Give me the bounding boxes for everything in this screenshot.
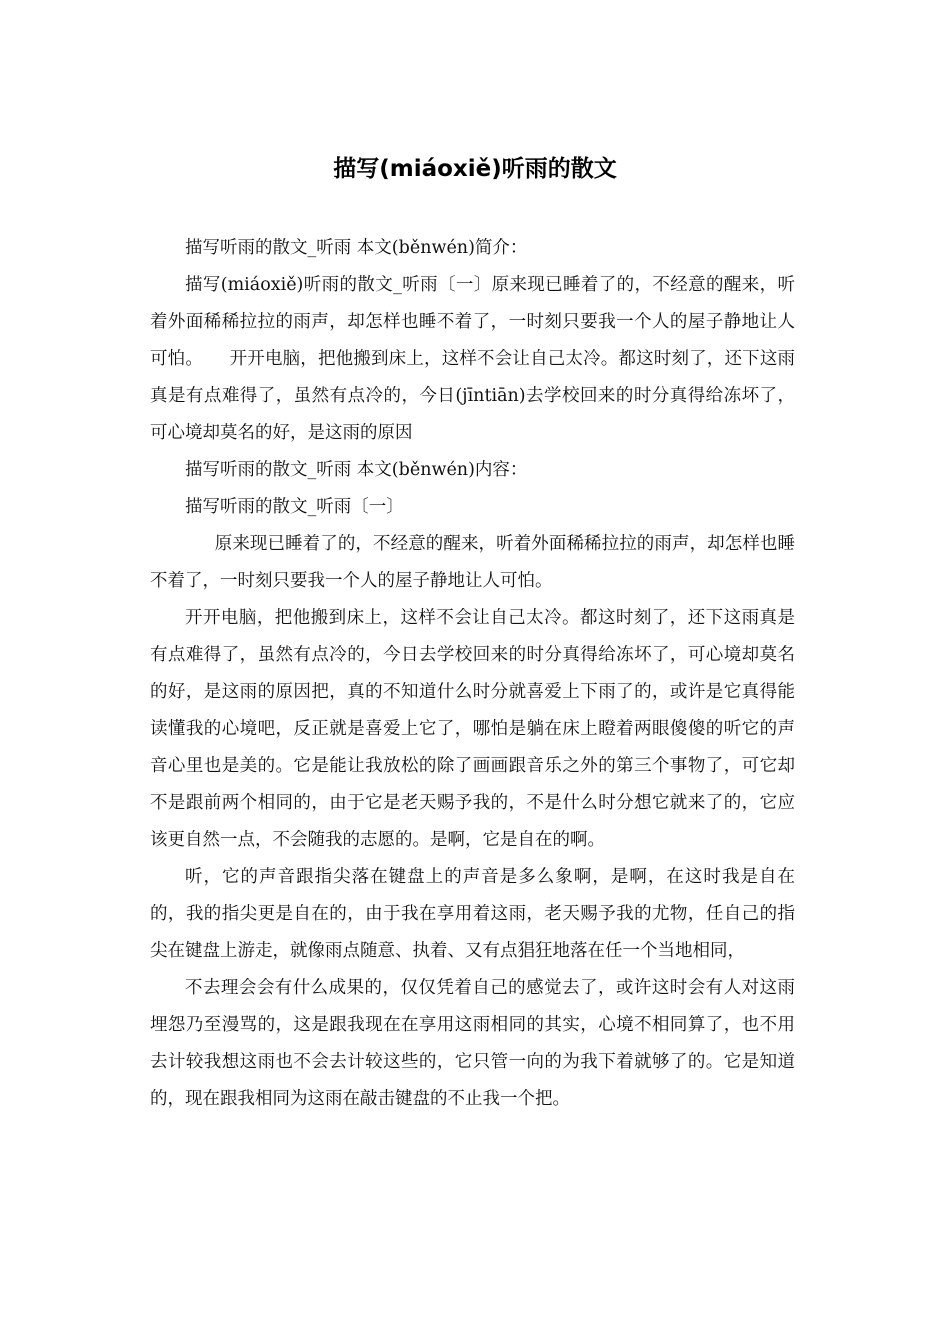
paragraph-body-4: 不去理会会有什么成果的，仅仅凭着自己的感觉去了，或许这时会有人对这雨埋怨乃至漫骂的，这是跟我现在在享用这雨相同的其实，心境不相同算了，也不用去计较我想这雨也不会去计较这些的，它只管一向的为我下着就够了的。它是知道的，现在跟我相同为这雨在敲击键盘的不止我一个把。 xyxy=(150,978,795,1109)
document-title: 描写(miáoxiě)听雨的散文 xyxy=(333,156,617,182)
paragraph-body-3: 听，它的声音跟指尖落在键盘上的声音是多么象啊，是啊，在这时我是自在的，我的指尖更是自在的，由于我在享用着这雨，老天赐予我的尤物，任自己的指尖在键盘上游走，就像雨点随意、执着、又有点猖狂地落在任一个当地相同， xyxy=(150,867,795,961)
paragraph-section-heading: 描写听雨的散文_听雨〔一〕 xyxy=(185,497,404,517)
paragraph-summary: 描写(miáoxiě)听雨的散文_听雨〔一〕原来现已睡着了的，不经意的醒来，听着外面稀稀拉拉的雨声，却怎样也睡不着了，一时刻只要我一个人的屋子静地让人可怕。 开开电脑，把他搬到床上，这样不会让自己太冷。都这时刻了，还下这雨真是有点难得了，虽然有点冷的，今日(jīntiān)去学校回来的时分真得给冻坏了，可心境却莫名的好，是这雨的原因 xyxy=(150,275,795,443)
paragraph-body-1: 原来现已睡着了的，不经意的醒来，听着外面稀稀拉拉的雨声，却怎样也睡不着了，一时刻只要我一个人的屋子静地让人可怕。 xyxy=(150,534,795,591)
paragraph-intro-label: 描写听雨的散文_听雨 本文(běnwén)简介： xyxy=(185,238,528,258)
paragraph-content-label: 描写听雨的散文_听雨 本文(běnwén)内容： xyxy=(185,460,528,480)
paragraph-body-2: 开开电脑，把他搬到床上，这样不会让自己太冷。都这时刻了，还下这雨真是有点难得了，虽然有点冷的，今日去学校回来的时分真得给冻坏了，可心境却莫名的好，是这雨的原因把，真的不知道什么时分就喜爱上下雨了的，或许是它真得能读懂我的心境吧，反正就是喜爱上它了，哪怕是躺在床上瞪着两眼傻傻的听它的声音心里也是美的。它是能让我放松的除了画画跟音乐之外的第三个事物了，可它却不是跟前两个相同的，由于它是老天赐予我的，不是什么时分想它就来了的，它应该更自然一点，不会随我的志愿的。是啊，它是自在的啊。 xyxy=(150,608,795,850)
document-body xyxy=(150,230,795,1118)
